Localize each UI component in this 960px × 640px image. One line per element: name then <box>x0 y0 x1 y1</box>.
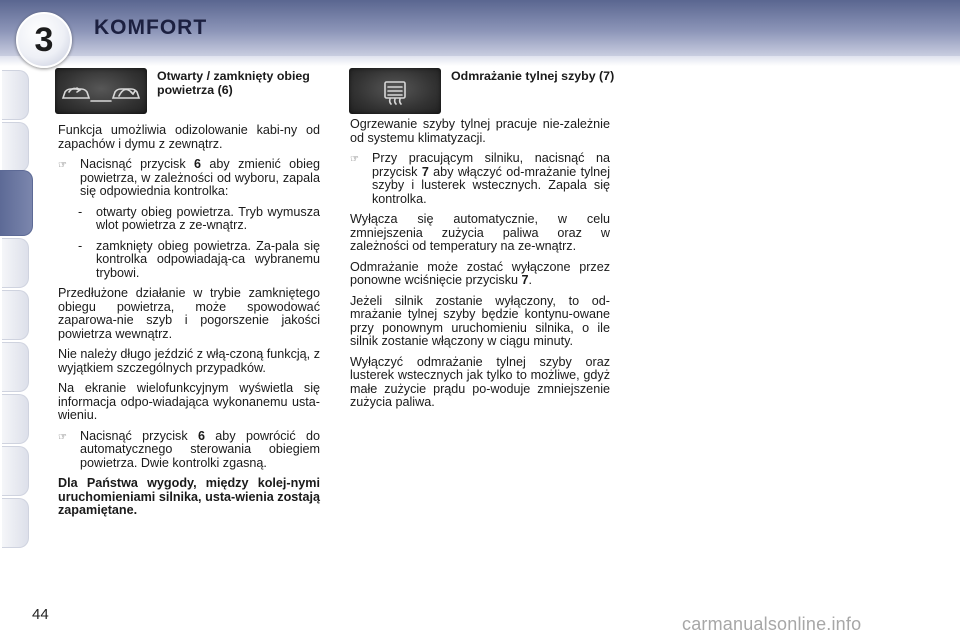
recirculation-button-photo <box>55 68 147 114</box>
button-number: 6 <box>194 157 202 171</box>
mode-description: zamknięty obieg powietrza. Za-pala się kontrolka odpowiadają-ca wybranemu trybowi. <box>96 238 320 280</box>
economy-note: Wyłączyć odmrażanie tylnej szyby oraz lusterek wstecznych jak tylko to możliwe, gdyż małe zużycie prądu po-woduje zmniejszenie zużycia paliwa. <box>350 354 610 409</box>
recirculation-intro: Funkcja umożliwia odizolowanie kabi-ny od zapachów i dymu z zewnątrz. <box>58 123 320 151</box>
pointing-hand-icon: ☞ <box>58 160 67 171</box>
display-info-note: Na ekranie wielofunkcyjnym wyświetla się informacja odpo-wiadająca wykonanemu usta-wieniu. <box>58 381 320 422</box>
chapter-title: KOMFORT <box>94 16 208 39</box>
instruction-text <box>80 158 320 199</box>
note-text-part: Odmrażanie może zostać wyłączone przez ponowne wciśnięcie przycisku <box>350 259 610 287</box>
instruction-text <box>80 430 320 471</box>
instruction-bullet <box>58 430 320 471</box>
memory-note: Dla Państwa wygody, między kolej-nymi uruchomieniami silnika, usta-wienia zostają zapamiętane. <box>58 476 320 517</box>
instruction-text-part: aby powrócić do automatycznego sterowania obiegiem powietrza. Dwie kontrolki zgasną. <box>80 428 320 470</box>
chapter-tab[interactable] <box>2 446 29 496</box>
instruction-text-part: Przy pracującym silniku, nacisnąć na przycisk <box>372 151 610 179</box>
chapter-tab[interactable] <box>2 498 29 548</box>
auto-off-note: Wyłącza się automatycznie, w celu zmniejszenia zużycia paliwa oraz w zależności od temperatury na ze-wnątrz. <box>350 212 610 253</box>
instruction-text-part: aby włączyć od-mrażanie tylnej szyby i lusterek wstecznych. Zapala się kontrolka. <box>372 164 610 206</box>
chapter-tab[interactable] <box>2 342 29 392</box>
instruction-text-part: Nacisnąć przycisk <box>80 428 198 443</box>
note-text-part: . <box>528 273 533 287</box>
page-number: 44 <box>32 606 49 623</box>
left-column <box>58 124 320 525</box>
section-title-rear-defrost: Odmrażanie tylnej szyby (7) <box>451 69 615 83</box>
air-recirculation-icon <box>55 68 147 114</box>
chapter-number: 3 <box>34 20 54 59</box>
right-column <box>350 118 610 417</box>
restart-note: Jeżeli silnik zostanie wyłączony, to od-mrażanie tylnej szyby będzie kontynu-owane przy ponownym uruchomieniu silnika, o ile silnik zostanie włączony w ciągu minuty. <box>350 293 610 348</box>
chapter-number-badge <box>16 12 72 68</box>
site-watermark: carmanualsonline.info <box>682 614 862 634</box>
button-number: 6 <box>197 428 205 443</box>
instruction-text-part: Nacisnąć przycisk <box>80 157 195 171</box>
button-number: 7 <box>521 273 529 287</box>
chapter-tab-active[interactable] <box>0 170 33 236</box>
pointing-hand-icon: ☞ <box>350 154 359 165</box>
chapter-tabs <box>0 66 30 576</box>
button-number: 7 <box>421 164 429 179</box>
mode-description: otwarty obieg powietrza. Tryb wymusza wlot powietrza z ze-wnątrz. <box>96 204 320 232</box>
pointing-hand-icon: ☞ <box>58 431 67 443</box>
defrost-intro: Ogrzewanie szyby tylnej pracuje nie-zależnie od systemu klimatyzacji. <box>350 117 610 145</box>
instruction-text-part: aby zmienić obieg powietrza, w zależności od wyboru, zapala się odpowiednia kontrolka: <box>80 157 320 198</box>
dash-marker: - <box>78 238 83 253</box>
mode-item-closed <box>78 240 320 281</box>
chapter-tab[interactable] <box>2 290 29 340</box>
dash-marker: - <box>78 204 83 219</box>
chapter-tab[interactable] <box>2 122 29 172</box>
chapter-tab[interactable] <box>2 394 29 444</box>
chapter-tab[interactable] <box>2 238 29 288</box>
chapter-tab[interactable] <box>2 70 29 120</box>
section-title-recirculation: Otwarty / zamknięty obieg powietrza (6) <box>157 69 310 97</box>
warning-prolonged-use: Nie należy długo jeździć z włą-czoną funkcją, z wyjątkiem szczególnych przypadków. <box>58 347 320 375</box>
instruction-bullet <box>350 152 610 206</box>
rear-defrost-button-photo <box>349 68 441 114</box>
rear-defrost-icon <box>349 68 441 114</box>
instruction-bullet <box>58 158 320 199</box>
warning-fogging: Przedłużone działanie w trybie zamkniętego obiegu powietrza, może spowodować zaparowa-nie szyb i pogorszenie jakości powietrza wewnątrz. <box>58 286 320 341</box>
manual-off-note <box>350 261 610 288</box>
header-shadow <box>0 56 960 66</box>
instruction-text <box>372 152 610 206</box>
mode-item-open <box>78 206 320 233</box>
